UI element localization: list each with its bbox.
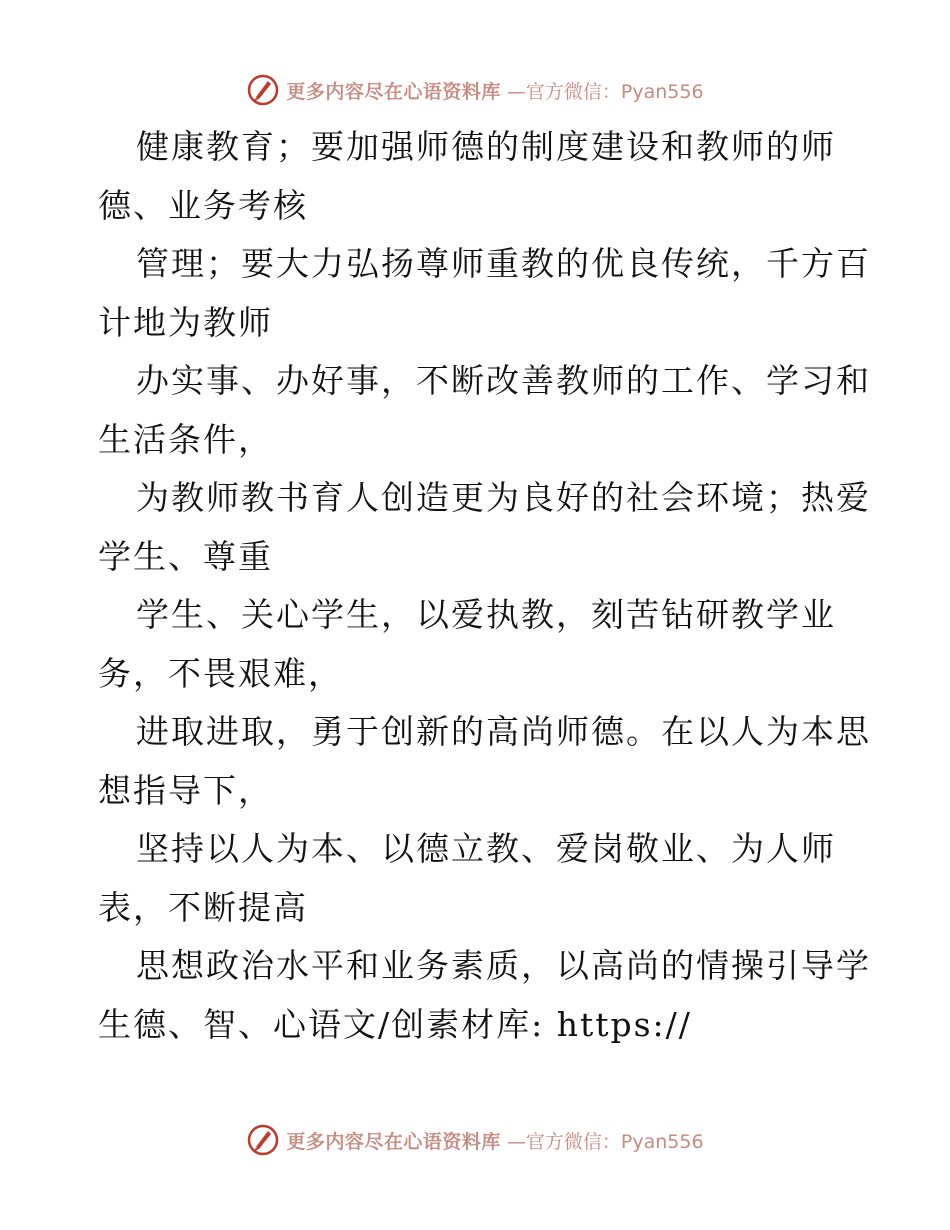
footer-banner xyxy=(0,1120,950,1160)
body-line: 想指导下， xyxy=(98,770,273,810)
header-banner xyxy=(0,70,950,110)
body-line: 坚持以人为本、以德立教、爱岗敬业、为人师 xyxy=(136,829,836,868)
body-line: 学生、尊重 xyxy=(98,536,273,576)
quill-seal-icon xyxy=(246,1123,280,1157)
body-line: 办实事、办好事，不断改善教师的工作、学习和 xyxy=(136,361,871,400)
body-line: 进取进取，勇于创新的高尚师德。在以人为本思 xyxy=(136,712,871,751)
body-line: 健康教育；要加强师德的制度建设和教师的师 xyxy=(136,127,836,166)
body-line: 学生、关心学生，以爱执教，刻苦钻研教学业 xyxy=(136,595,836,634)
body-line: 思想政治水平和业务素质，以高尚的情操引导学 xyxy=(136,946,871,985)
body-line: 生德、智、心语文/创素材库: https:// xyxy=(98,1004,692,1044)
document-body xyxy=(98,118,871,1054)
body-line: 务，不畏艰难， xyxy=(98,653,343,693)
body-line: 德、业务考核 xyxy=(98,185,308,225)
body-line: 管理；要大力弘扬尊师重教的优良传统，千方百 xyxy=(136,244,871,283)
body-line: 生活条件， xyxy=(98,419,273,459)
quill-seal-icon xyxy=(246,73,280,107)
footer-banner-title: 更多内容尽在心语资料库 xyxy=(286,1130,501,1153)
body-line: 计地为教师 xyxy=(98,302,273,342)
body-line: 为教师教书育人创造更为良好的社会环境；热爱 xyxy=(136,478,871,517)
body-line: 表，不断提高 xyxy=(98,887,308,927)
footer-banner-wechat: —官方微信：Pyan556 xyxy=(506,1130,704,1153)
header-banner-title: 更多内容尽在心语资料库 xyxy=(286,80,501,103)
header-banner-wechat: —官方微信：Pyan556 xyxy=(506,80,704,103)
